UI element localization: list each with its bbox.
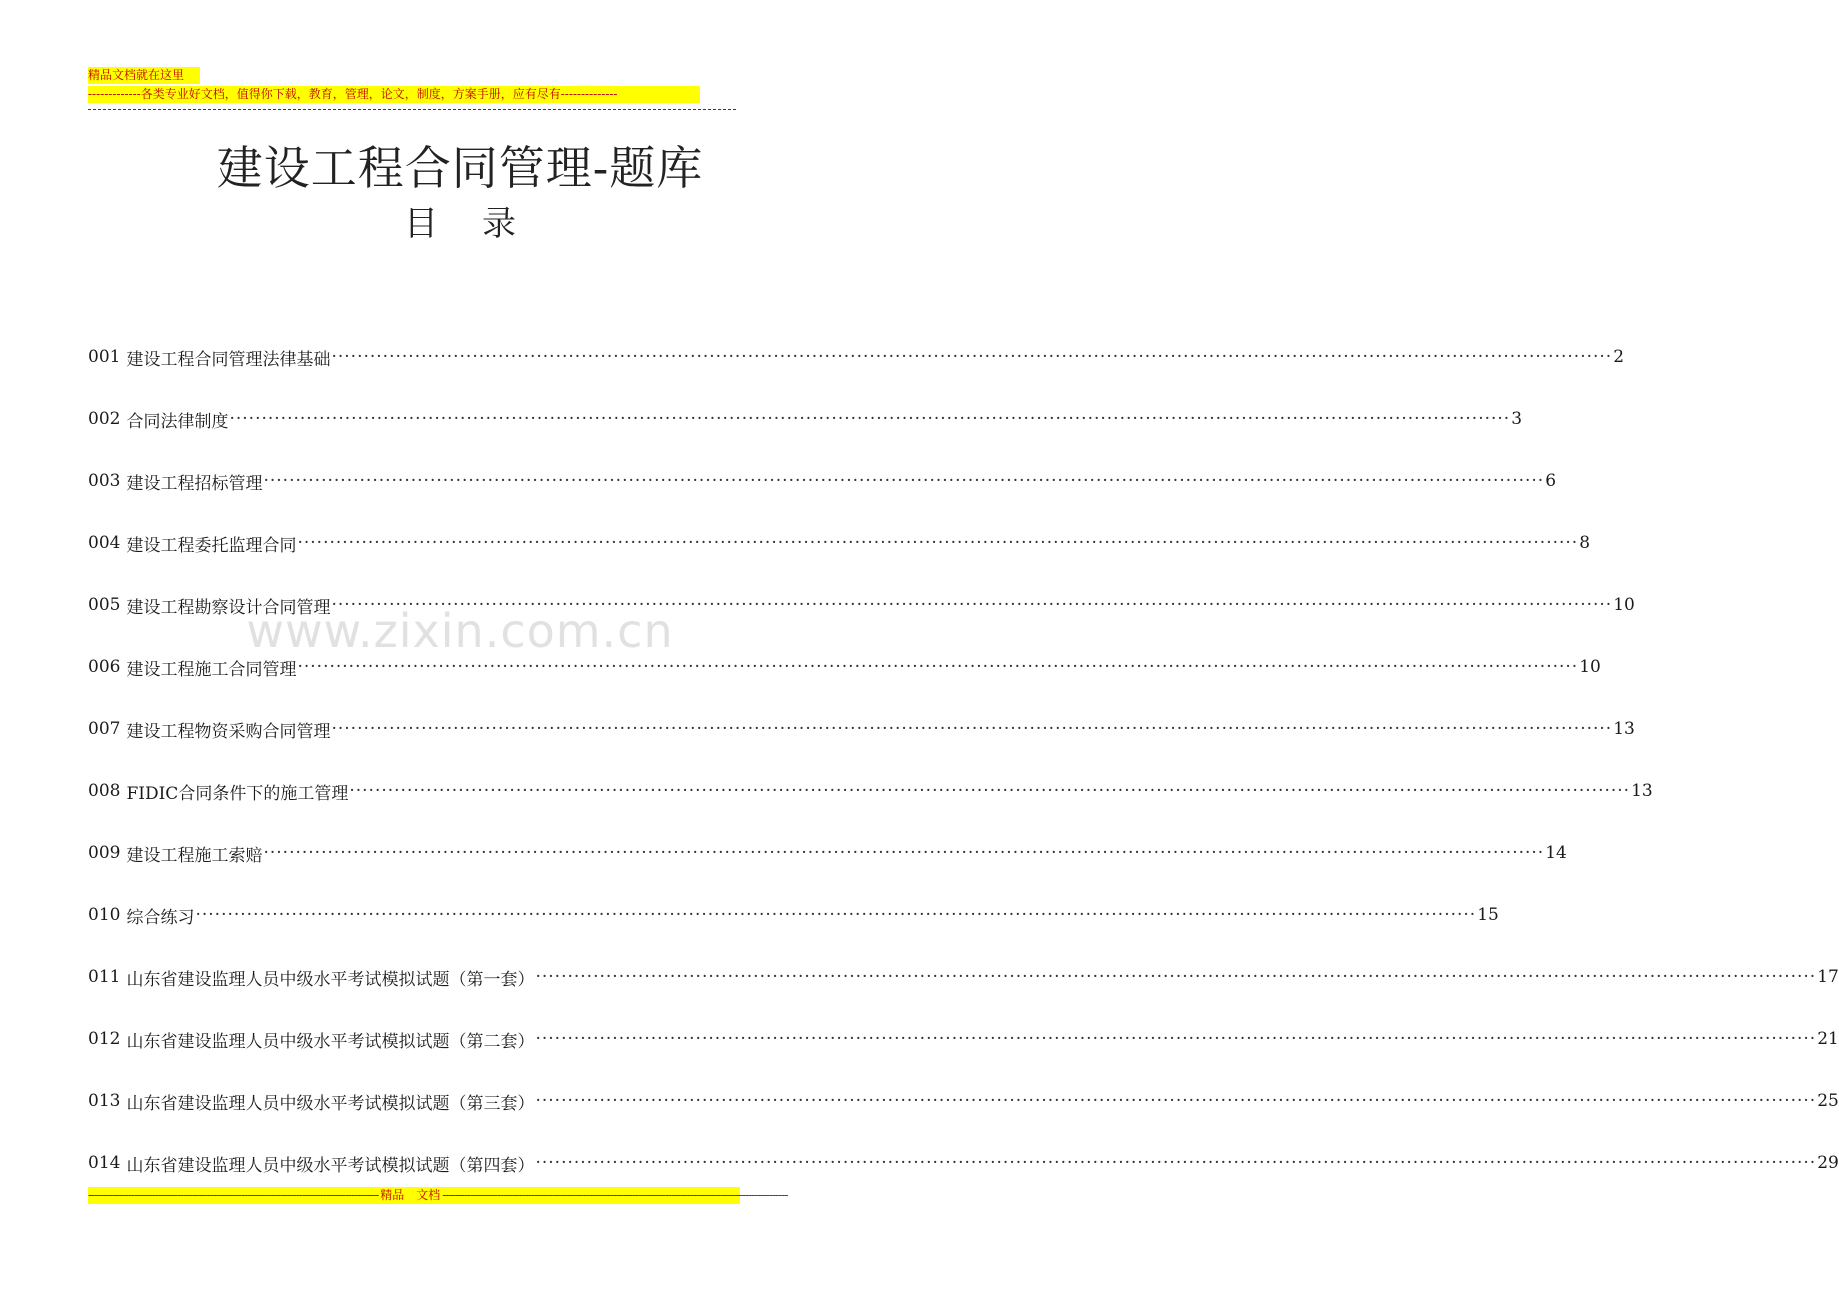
toc-entry[interactable]	[88, 326, 1625, 388]
toc-entry-title: 建设工程施工索赔	[126, 845, 263, 866]
toc-leader-dots: ········································································································································································································	[263, 843, 1545, 863]
toc-entry[interactable]	[88, 946, 1839, 1008]
toc-entry[interactable]	[88, 388, 1523, 450]
header-divider	[88, 109, 736, 110]
toc-leader-dots: ········································································································································································································	[349, 781, 1631, 801]
toc-entry-title: 山东省建设监理人员中级水平考试模拟试题（第二套）	[126, 1031, 535, 1052]
toc-entry-page: 15	[1477, 905, 1499, 925]
toc-entry-number: 005	[88, 595, 121, 615]
toc-entry-page: 10	[1579, 657, 1601, 677]
document-title: 建设工程合同管理-题库	[216, 141, 704, 195]
toc-entry-page: 14	[1545, 843, 1567, 863]
toc-entry[interactable]	[88, 1070, 1839, 1132]
toc-entry-page: 3	[1511, 409, 1523, 429]
toc-entry-title: 建设工程物资采购合同管理	[126, 721, 331, 742]
footer-text: 精品 文档	[380, 1188, 441, 1202]
toc-entry-title: 建设工程合同管理法律基础	[126, 349, 331, 370]
toc-entry[interactable]	[88, 1132, 1839, 1194]
toc-entry-number: 009	[88, 843, 121, 863]
toc-entry-number: 011	[88, 967, 121, 987]
toc-entry-page: 8	[1579, 533, 1591, 553]
toc-entry-title: 建设工程招标管理	[126, 473, 263, 494]
toc-entry-number: 004	[88, 533, 121, 553]
toc-entry-number: 010	[88, 905, 121, 925]
toc-leader-dots: ········································································································································································································	[535, 1091, 1817, 1111]
toc-heading-left: 目	[404, 204, 438, 244]
toc-entry-page: 29	[1817, 1153, 1839, 1173]
toc-entry[interactable]	[88, 698, 1635, 760]
toc-entry-number: 001	[88, 347, 121, 367]
toc-entry-title: 山东省建设监理人员中级水平考试模拟试题（第三套）	[126, 1093, 535, 1114]
toc-leader-dots: ········································································································································································································	[263, 471, 1545, 491]
toc-entry-title: 合同法律制度	[126, 411, 229, 432]
toc-entry-title: 山东省建设监理人员中级水平考试模拟试题（第一套）	[126, 969, 535, 990]
toc-entry[interactable]	[88, 450, 1557, 512]
header-banner-line1: 精品文档就在这里	[88, 67, 200, 84]
toc-heading-right: 录	[482, 204, 516, 244]
table-of-contents	[88, 326, 1839, 1194]
toc-entry[interactable]	[88, 760, 1653, 822]
watermark: www.zixin.com.cn	[246, 604, 674, 658]
footer-banner	[88, 1187, 788, 1204]
toc-leader-dots: ········································································································································································································	[195, 905, 1477, 925]
toc-entry-page: 21	[1817, 1029, 1839, 1049]
toc-entry-title: 综合练习	[126, 907, 195, 928]
toc-entry[interactable]	[88, 636, 1601, 698]
toc-entry-page: 13	[1631, 781, 1653, 801]
toc-entry-page: 13	[1613, 719, 1635, 739]
toc-leader-dots: ········································································································································································································	[229, 409, 1511, 429]
toc-entry-page: 25	[1817, 1091, 1839, 1111]
toc-leader-dots: ········································································································································································································	[535, 1029, 1817, 1049]
toc-entry[interactable]	[88, 1008, 1839, 1070]
toc-entry[interactable]	[88, 512, 1591, 574]
toc-leader-dots: ········································································································································································································	[535, 967, 1817, 987]
toc-leader-dots: ········································································································································································································	[331, 347, 1613, 367]
toc-entry-page: 17	[1817, 967, 1839, 987]
header-banner-line2: -------------各类专业好文档，值得你下载，教育，管理，论文，制度，方案手册，应有尽有--------------	[88, 86, 700, 103]
toc-entry-title: 山东省建设监理人员中级水平考试模拟试题（第四套）	[126, 1155, 535, 1176]
toc-entry[interactable]	[88, 822, 1567, 884]
toc-leader-dots: ········································································································································································································	[331, 595, 1613, 615]
toc-entry-page: 2	[1613, 347, 1625, 367]
toc-leader-dots: ········································································································································································································	[331, 719, 1613, 739]
toc-entry-page: 6	[1545, 471, 1557, 491]
toc-entry-number: 013	[88, 1091, 121, 1111]
toc-entry[interactable]	[88, 884, 1499, 946]
toc-entry-title: 建设工程勘察设计合同管理	[126, 597, 331, 618]
toc-leader-dots: ········································································································································································································	[297, 533, 1579, 553]
toc-entry-title: 建设工程委托监理合同	[126, 535, 297, 556]
toc-entry-title: 建设工程施工合同管理	[126, 659, 297, 680]
toc-entry-number: 006	[88, 657, 121, 677]
toc-entry-number: 002	[88, 409, 121, 429]
toc-leader-dots: ········································································································································································································	[297, 657, 1579, 677]
toc-entry-number: 003	[88, 471, 121, 491]
toc-heading	[0, 202, 920, 246]
toc-leader-dots: ········································································································································································································	[535, 1153, 1817, 1173]
footer-dash-right: -----------------------------------------------------------------------------------------------------------------	[442, 1188, 788, 1202]
footer-dash-left: -----------------------------------------------------------------------------------------------	[88, 1188, 379, 1202]
toc-entry[interactable]	[88, 574, 1635, 636]
toc-entry-title: FIDIC合同条件下的施工管理	[126, 783, 349, 804]
toc-entry-number: 014	[88, 1153, 121, 1173]
toc-entry-number: 008	[88, 781, 121, 801]
toc-entry-page: 10	[1613, 595, 1635, 615]
toc-entry-number: 007	[88, 719, 121, 739]
toc-entry-number: 012	[88, 1029, 121, 1049]
